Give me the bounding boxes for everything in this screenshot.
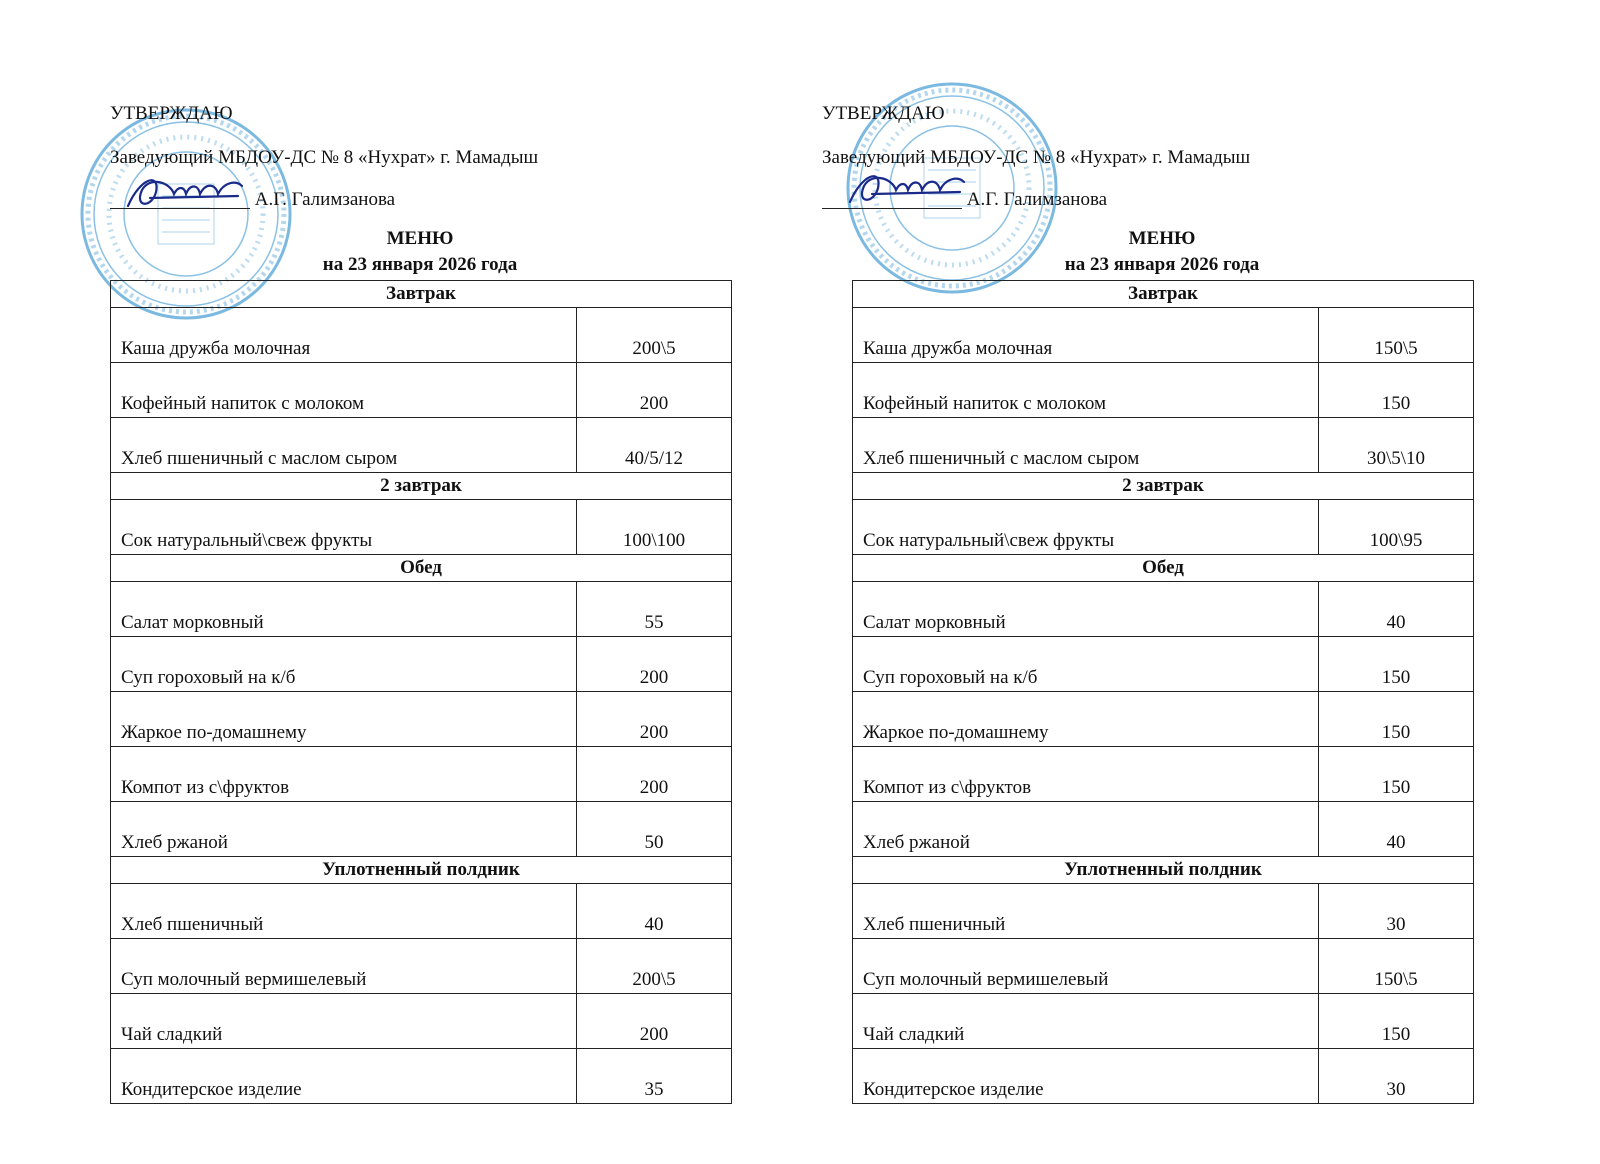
table-row bbox=[853, 363, 1474, 418]
section-header: 2 завтрак bbox=[111, 473, 732, 500]
dish-qty: 200\5 bbox=[577, 939, 732, 994]
dish-name: Сок натуральный\свеж фрукты bbox=[111, 500, 577, 555]
table-row bbox=[111, 582, 732, 637]
table-row bbox=[111, 994, 732, 1049]
dish-qty: 40/5/12 bbox=[577, 418, 732, 473]
dish-qty: 150 bbox=[1319, 637, 1474, 692]
dish-qty: 200 bbox=[577, 692, 732, 747]
section-header: Уплотненный полдник bbox=[111, 857, 732, 884]
dish-qty: 35 bbox=[577, 1049, 732, 1104]
dish-qty: 150 bbox=[1319, 747, 1474, 802]
dish-name: Кофейный напиток с молоком bbox=[853, 363, 1319, 418]
dish-name: Хлеб пшеничный bbox=[111, 884, 577, 939]
dish-name: Каша дружба молочная bbox=[853, 308, 1319, 363]
dish-name: Каша дружба молочная bbox=[111, 308, 577, 363]
approval-signatory-line bbox=[110, 190, 395, 209]
table-row bbox=[111, 747, 732, 802]
section-header: 2 завтрак bbox=[853, 473, 1474, 500]
approval-header: УТВЕРЖДАЮ bbox=[822, 103, 945, 124]
section-header: Завтрак bbox=[853, 281, 1474, 308]
dish-qty: 30\5\10 bbox=[1319, 418, 1474, 473]
section-header: Обед bbox=[111, 555, 732, 582]
section-header: Уплотненный полдник bbox=[853, 857, 1474, 884]
dish-name: Хлеб пшеничный с маслом сыром bbox=[111, 418, 577, 473]
table-row bbox=[111, 692, 732, 747]
table-row bbox=[853, 747, 1474, 802]
table-row bbox=[853, 308, 1474, 363]
dish-name: Кондитерское изделие bbox=[853, 1049, 1319, 1104]
dish-name: Компот из с\фруктов bbox=[853, 747, 1319, 802]
dish-name: Компот из с\фруктов bbox=[111, 747, 577, 802]
table-row bbox=[853, 939, 1474, 994]
dish-qty: 200 bbox=[577, 994, 732, 1049]
menu-date: на 23 января 2026 года bbox=[1064, 254, 1260, 275]
dish-qty: 40 bbox=[1319, 802, 1474, 857]
table-row bbox=[853, 582, 1474, 637]
dish-name: Хлеб ржаной bbox=[111, 802, 577, 857]
table-row bbox=[111, 637, 732, 692]
dish-qty: 200 bbox=[577, 637, 732, 692]
dish-qty: 200 bbox=[577, 363, 732, 418]
dish-qty: 50 bbox=[577, 802, 732, 857]
table-row bbox=[853, 884, 1474, 939]
menu-date: на 23 января 2026 года bbox=[322, 254, 518, 275]
table-row bbox=[111, 363, 732, 418]
dish-name: Чай сладкий bbox=[853, 994, 1319, 1049]
signature-underline bbox=[822, 208, 962, 209]
menu-table bbox=[852, 280, 1474, 1104]
dish-name: Чай сладкий bbox=[111, 994, 577, 1049]
dish-name: Суп молочный вермишелевый bbox=[853, 939, 1319, 994]
table-row bbox=[111, 884, 732, 939]
approval-signatory: А.Г. Галимзанова bbox=[254, 189, 396, 210]
dish-qty: 150 bbox=[1319, 692, 1474, 747]
menu-title: МЕНЮ bbox=[386, 228, 454, 249]
table-row bbox=[853, 692, 1474, 747]
menu-table bbox=[110, 280, 732, 1104]
table-row bbox=[853, 637, 1474, 692]
section-header: Обед bbox=[853, 555, 1474, 582]
signature-underline bbox=[110, 208, 250, 209]
dish-qty: 30 bbox=[1319, 1049, 1474, 1104]
menu-title: МЕНЮ bbox=[1128, 228, 1196, 249]
dish-qty: 150\5 bbox=[1319, 308, 1474, 363]
dish-qty: 200 bbox=[577, 747, 732, 802]
dish-name: Хлеб ржаной bbox=[853, 802, 1319, 857]
table-row bbox=[111, 802, 732, 857]
dish-qty: 40 bbox=[1319, 582, 1474, 637]
dish-qty: 150 bbox=[1319, 994, 1474, 1049]
table-row bbox=[853, 418, 1474, 473]
dish-name: Жаркое по-домашнему bbox=[111, 692, 577, 747]
dish-qty: 150\5 bbox=[1319, 939, 1474, 994]
approval-signatory: А.Г. Галимзанова bbox=[966, 189, 1108, 210]
dish-name: Кофейный напиток с молоком bbox=[111, 363, 577, 418]
dish-name: Салат морковный bbox=[853, 582, 1319, 637]
dish-qty: 150 bbox=[1319, 363, 1474, 418]
dish-qty: 100\95 bbox=[1319, 500, 1474, 555]
dish-name: Жаркое по-домашнему bbox=[853, 692, 1319, 747]
approval-position: Заведующий МБДОУ-ДС № 8 «Нухрат» г. Мамадыш bbox=[110, 147, 539, 168]
dish-name: Кондитерское изделие bbox=[111, 1049, 577, 1104]
table-row bbox=[111, 939, 732, 994]
approval-header: УТВЕРЖДАЮ bbox=[110, 103, 233, 124]
table-row bbox=[111, 418, 732, 473]
section-header: Завтрак bbox=[111, 281, 732, 308]
table-row bbox=[853, 802, 1474, 857]
table-row bbox=[853, 500, 1474, 555]
dish-qty: 30 bbox=[1319, 884, 1474, 939]
dish-name: Суп гороховый на к/б bbox=[111, 637, 577, 692]
dish-qty: 200\5 bbox=[577, 308, 732, 363]
approval-position: Заведующий МБДОУ-ДС № 8 «Нухрат» г. Мамадыш bbox=[822, 147, 1251, 168]
approval-signatory-line bbox=[822, 190, 1107, 209]
dish-name: Хлеб пшеничный с маслом сыром bbox=[853, 418, 1319, 473]
table-row bbox=[111, 308, 732, 363]
table-row bbox=[111, 500, 732, 555]
dish-name: Сок натуральный\свеж фрукты bbox=[853, 500, 1319, 555]
table-row bbox=[853, 1049, 1474, 1104]
dish-name: Салат морковный bbox=[111, 582, 577, 637]
dish-name: Суп гороховый на к/б bbox=[853, 637, 1319, 692]
dish-name: Суп молочный вермишелевый bbox=[111, 939, 577, 994]
dish-name: Хлеб пшеничный bbox=[853, 884, 1319, 939]
table-row bbox=[853, 994, 1474, 1049]
dish-qty: 40 bbox=[577, 884, 732, 939]
table-row bbox=[111, 1049, 732, 1104]
dish-qty: 55 bbox=[577, 582, 732, 637]
dish-qty: 100\100 bbox=[577, 500, 732, 555]
